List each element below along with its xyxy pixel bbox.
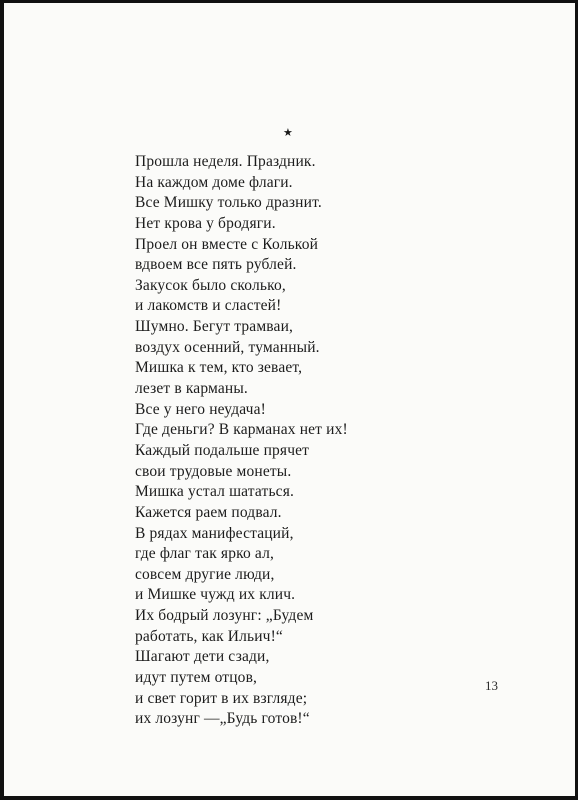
poem-line: и Мишке чужд их клич. — [135, 586, 296, 604]
poem-line: воздух осенний, туманный. — [135, 338, 320, 356]
poem-line: работать, как Ильич!“ — [135, 627, 283, 645]
poem-line: идут путем отцов, — [135, 669, 258, 687]
poem-line: Проел он вместе с Колькой — [135, 235, 319, 253]
poem-line: Их бодрый лозунг: „Будем — [135, 607, 314, 625]
poem-line: и свет горит в их взгляде; — [135, 689, 308, 707]
poem-line: В рядах манифестаций, — [135, 524, 294, 542]
poem-line: совсем другие люди, — [135, 565, 275, 583]
poem-line: лезет в карманы. — [135, 380, 248, 398]
poem-line: где флаг так ярко ал, — [135, 545, 275, 563]
poem-line: Мишка устал шататься. — [135, 483, 295, 501]
poem-line: Все Мишку только дразнит. — [135, 194, 322, 212]
poem-line: Кажется раем подвал. — [135, 503, 282, 521]
poem-line: На каждом доме флаги. — [135, 173, 293, 191]
poem-line: вдвоем все пять рублей. — [135, 256, 297, 274]
poem-line: их лозунг —„Будь готов!“ — [135, 710, 310, 728]
poem-line: Мишка к тем, кто зевает, — [135, 359, 303, 377]
star-ornament: ★ — [283, 126, 293, 139]
poem-line: Нет крова у бродяги. — [135, 214, 276, 232]
poem-line: Шумно. Бегут трамваи, — [135, 318, 294, 336]
poem-line: Каждый подальше прячет — [135, 441, 310, 459]
poem-line: и лакомств и сластей! — [135, 297, 282, 315]
poem-line: Закусок было сколько, — [135, 276, 286, 294]
poem-line: Шагают дети сзади, — [135, 648, 270, 666]
poem-line: Все у него неудача! — [135, 400, 266, 418]
poem-line: Прошла неделя. Праздник. — [135, 153, 316, 170]
poem-text — [135, 152, 348, 730]
poem-line: свои трудовые монеты. — [135, 462, 292, 480]
poem-line: Где деньги? В карманах нет их! — [135, 421, 348, 439]
page-number: 13 — [485, 678, 498, 693]
